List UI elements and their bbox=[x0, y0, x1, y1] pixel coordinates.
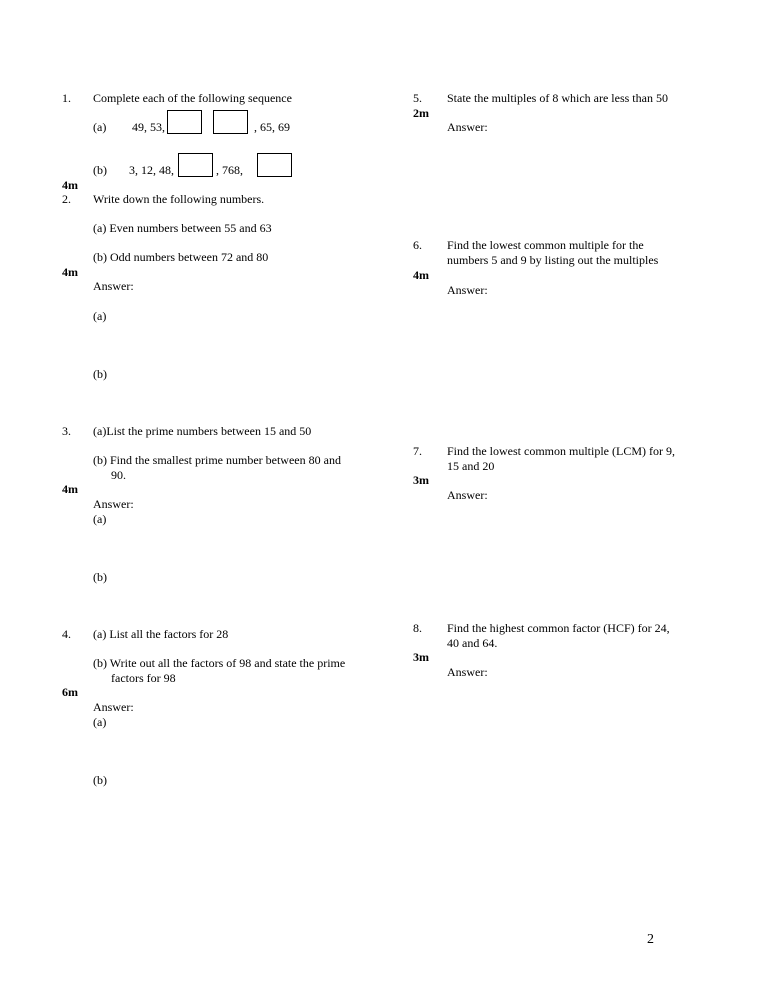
q4-answer-label: Answer: bbox=[93, 700, 134, 714]
q4-marks: 6m bbox=[62, 685, 78, 699]
q6-answer-label: Answer: bbox=[447, 283, 488, 297]
q4-answer-a: (a) bbox=[93, 715, 107, 729]
q5-text: State the multiples of 8 which are less than 50 bbox=[447, 91, 668, 105]
q1-number: 1. bbox=[62, 91, 71, 105]
q5-number: 5. bbox=[413, 91, 422, 105]
q7-number: 7. bbox=[413, 444, 422, 458]
q3-answer-label: Answer: bbox=[93, 497, 134, 511]
q2-answer-a: (a) bbox=[93, 309, 107, 323]
q5-marks: 2m bbox=[413, 106, 429, 120]
q1-b-label: (b) bbox=[93, 163, 107, 177]
q6-marks: 4m bbox=[413, 268, 429, 282]
q3-part-b-line1: (b) Find the smallest prime number between 80 and bbox=[93, 453, 341, 467]
q7-line1: Find the lowest common multiple (LCM) for 9, bbox=[447, 444, 675, 458]
q6-number: 6. bbox=[413, 238, 422, 252]
q1-a-answer-box-1[interactable] bbox=[167, 110, 202, 134]
q4-part-b-line2: factors for 98 bbox=[111, 671, 176, 685]
q4-part-a: (a) List all the factors for 28 bbox=[93, 627, 229, 641]
q1-b-sequence-mid: , 768, bbox=[216, 163, 243, 177]
q2-part-a: (a) Even numbers between 55 and 63 bbox=[93, 221, 272, 235]
q1-marks: 4m bbox=[62, 178, 78, 192]
q4-answer-b: (b) bbox=[93, 773, 107, 787]
q7-line2: 15 and 20 bbox=[447, 459, 495, 473]
q8-line2: 40 and 64. bbox=[447, 636, 498, 650]
q3-marks: 4m bbox=[62, 482, 78, 496]
q1-a-label: (a) bbox=[93, 120, 107, 134]
q3-answer-b: (b) bbox=[93, 570, 107, 584]
q2-number: 2. bbox=[62, 192, 71, 206]
q6-line2: numbers 5 and 9 by listing out the multiples bbox=[447, 253, 659, 267]
q1-a-sequence-start: 49, 53, bbox=[132, 120, 165, 134]
q3-number: 3. bbox=[62, 424, 71, 438]
q3-answer-a: (a) bbox=[93, 512, 107, 526]
q1-a-sequence-end: , 65, 69 bbox=[254, 120, 290, 134]
q2-answer-label: Answer: bbox=[93, 279, 134, 293]
q3-part-b-line2: 90. bbox=[111, 468, 126, 482]
q3-part-a: (a)List the prime numbers between 15 and 50 bbox=[93, 424, 312, 438]
q2-part-b: (b) Odd numbers between 72 and 80 bbox=[93, 250, 269, 264]
q2-marks: 4m bbox=[62, 265, 78, 279]
q4-part-b-line1: (b) Write out all the factors of 98 and state the prime bbox=[93, 656, 346, 670]
q5-answer-label: Answer: bbox=[447, 120, 488, 134]
q1-b-answer-box-1[interactable] bbox=[178, 153, 213, 177]
q1-b-answer-box-2[interactable] bbox=[257, 153, 292, 177]
q6-line1: Find the lowest common multiple for the bbox=[447, 238, 644, 252]
q8-line1: Find the highest common factor (HCF) for 24, bbox=[447, 621, 670, 635]
page-number: 2 bbox=[647, 932, 654, 947]
q2-text: Write down the following numbers. bbox=[93, 192, 265, 206]
q8-answer-label: Answer: bbox=[447, 665, 488, 679]
q1-text: Complete each of the following sequence bbox=[93, 91, 292, 105]
q7-answer-label: Answer: bbox=[447, 488, 488, 502]
q2-answer-b: (b) bbox=[93, 367, 107, 381]
q8-number: 8. bbox=[413, 621, 422, 635]
q8-marks: 3m bbox=[413, 650, 429, 664]
q1-a-answer-box-2[interactable] bbox=[213, 110, 248, 134]
q7-marks: 3m bbox=[413, 473, 429, 487]
q4-number: 4. bbox=[62, 627, 71, 641]
q1-b-sequence-start: 3, 12, 48, bbox=[129, 163, 174, 177]
